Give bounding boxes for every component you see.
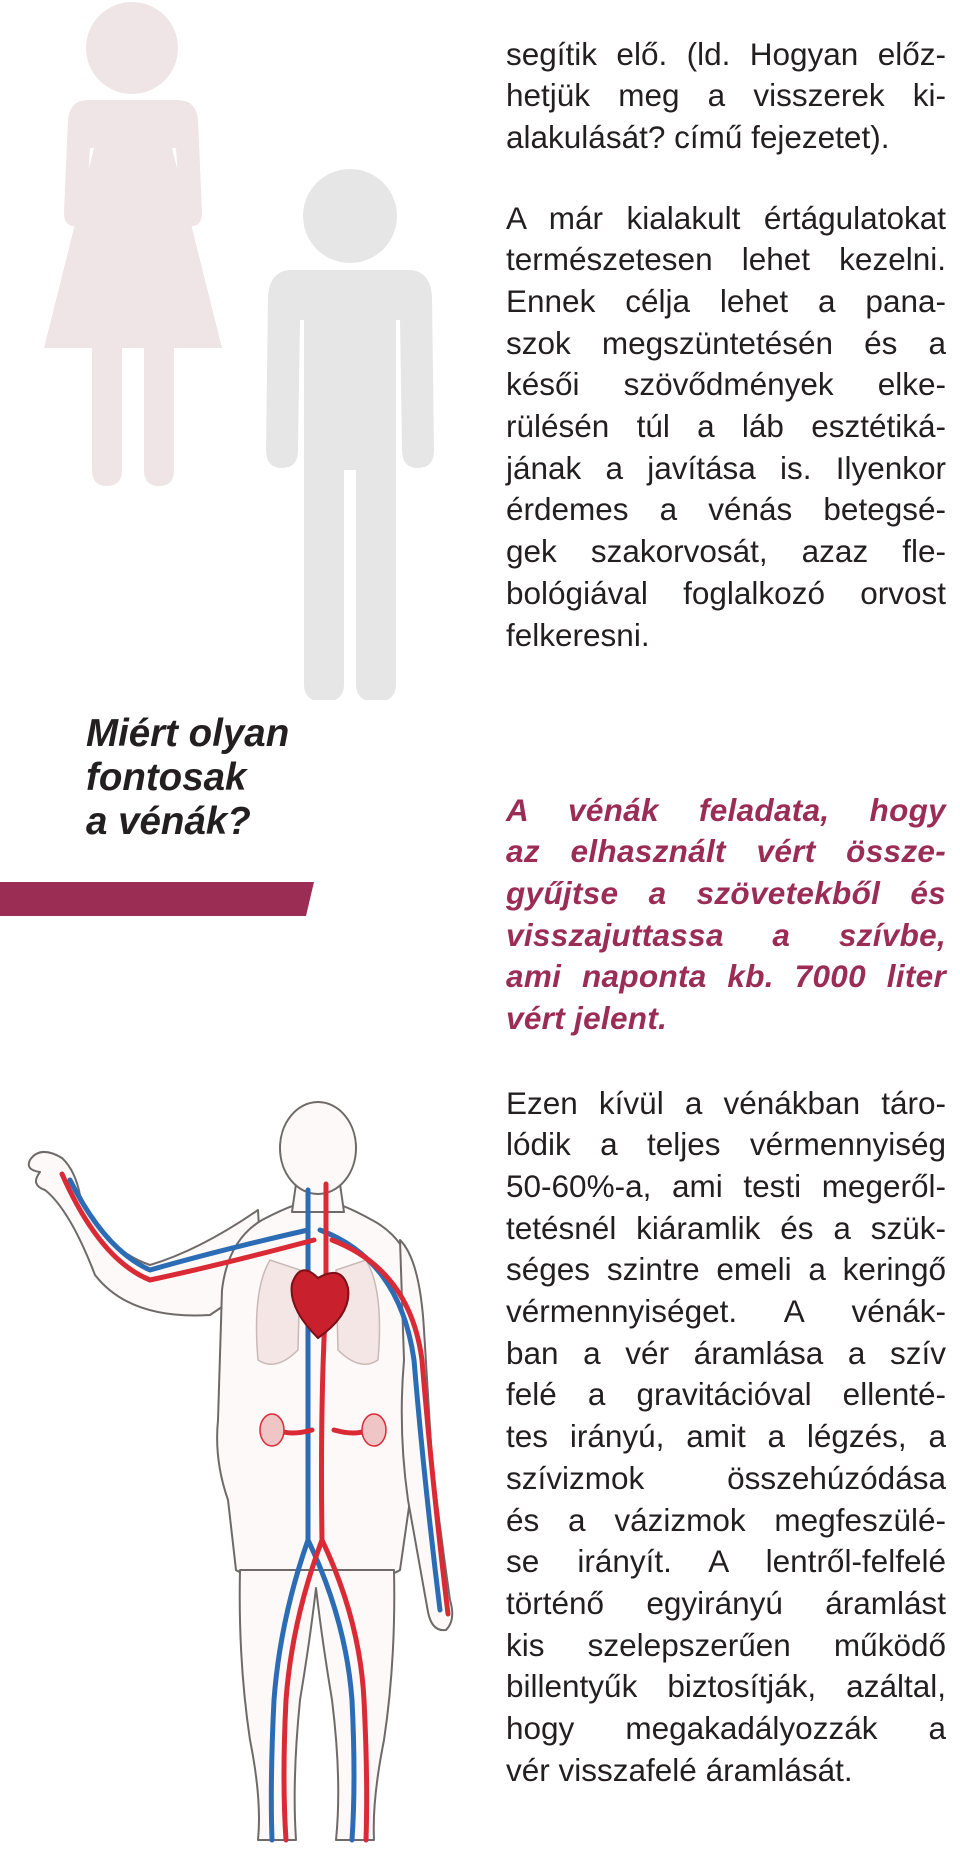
text-line: hogy megakadályozzák a	[506, 1710, 946, 1747]
text-line: A vénák feladata, hogy	[506, 791, 946, 828]
body-outline	[29, 1102, 453, 1840]
section-heading	[86, 712, 446, 844]
lead-paragraph	[506, 790, 946, 1040]
text-line: séges szintre emeli a keringő	[506, 1251, 946, 1288]
text-line: tes irányú, amit a légzés, a	[506, 1418, 946, 1455]
text-line: bológiával foglalkozó orvost	[506, 574, 946, 611]
text-line: felé a gravitációval ellenté-	[506, 1376, 946, 1413]
text-line: vérmennyiséget. A vénák-	[506, 1293, 946, 1330]
heading-line: fontosak	[86, 756, 247, 799]
text-line: A már kialakult értágulatokat	[506, 199, 946, 236]
text-line: hetjük meg a visszerek ki-	[506, 77, 946, 114]
male-figure-icon	[266, 169, 434, 700]
text-line: alakulását? című fejezetet).	[506, 118, 890, 155]
text-line: lódik a teljes vérmennyiség	[506, 1126, 946, 1163]
text-line: visszajuttassa a szívbe,	[506, 916, 946, 953]
text-line: ban a vér áramlása a szív	[506, 1334, 946, 1371]
text-line: felkeresni.	[506, 616, 650, 653]
text-line: tetésnél kiáramlik és a szük-	[506, 1209, 946, 1246]
body-paragraph	[506, 1083, 946, 1792]
text-line: se irányít. A lentről-felfelé	[506, 1543, 946, 1580]
treatment-paragraph	[506, 198, 946, 657]
heading-line: Miért olyan	[86, 712, 290, 755]
text-line: történő egyirányú áramlást	[506, 1584, 946, 1621]
text-line: érdemes a vénás betegsé-	[506, 491, 946, 528]
text-line: ami naponta kb. 7000 liter	[506, 958, 946, 995]
text-line: késői szövődmények elke-	[506, 366, 946, 403]
text-line: szok megszüntetésén és a	[506, 324, 946, 361]
text-line: billentyűk biztosítják, azáltal,	[506, 1668, 946, 1705]
circulatory-system-illustration	[0, 1100, 480, 1858]
text-line: gyűjtse a szövetekből és	[506, 874, 946, 911]
text-line: vér visszafelé áramlását.	[506, 1751, 853, 1788]
text-line: és a vázizmok megfeszülé-	[506, 1501, 946, 1538]
text-line: jának a javítása is. Ilyenkor	[506, 449, 946, 486]
section-accent-bar	[0, 882, 320, 916]
text-line: segítik elő. (ld. Hogyan előz-	[506, 35, 946, 72]
intro-paragraph	[506, 34, 946, 159]
text-line: szívizmok összehúzódása	[506, 1459, 946, 1496]
text-line: 50-60%-a, ami testi megeről-	[506, 1167, 946, 1204]
text-line: vért jelent.	[506, 1000, 668, 1037]
female-figure-icon	[44, 2, 222, 486]
text-line: gek szakorvosát, azaz fle-	[506, 533, 946, 570]
text-line: rülésén túl a láb esztétiká-	[506, 408, 946, 445]
text-line: természetesen lehet kezelni.	[506, 241, 946, 278]
text-line: Ennek célja lehet a pana-	[506, 282, 946, 319]
gender-figures-illustration	[0, 0, 480, 700]
text-line: Ezen kívül a vénákban táro-	[506, 1084, 946, 1121]
heading-line: a vénák?	[86, 800, 251, 843]
text-line: kis szelepszerűen működő	[506, 1626, 946, 1663]
text-line: az elhasznált vért össze-	[506, 833, 946, 870]
